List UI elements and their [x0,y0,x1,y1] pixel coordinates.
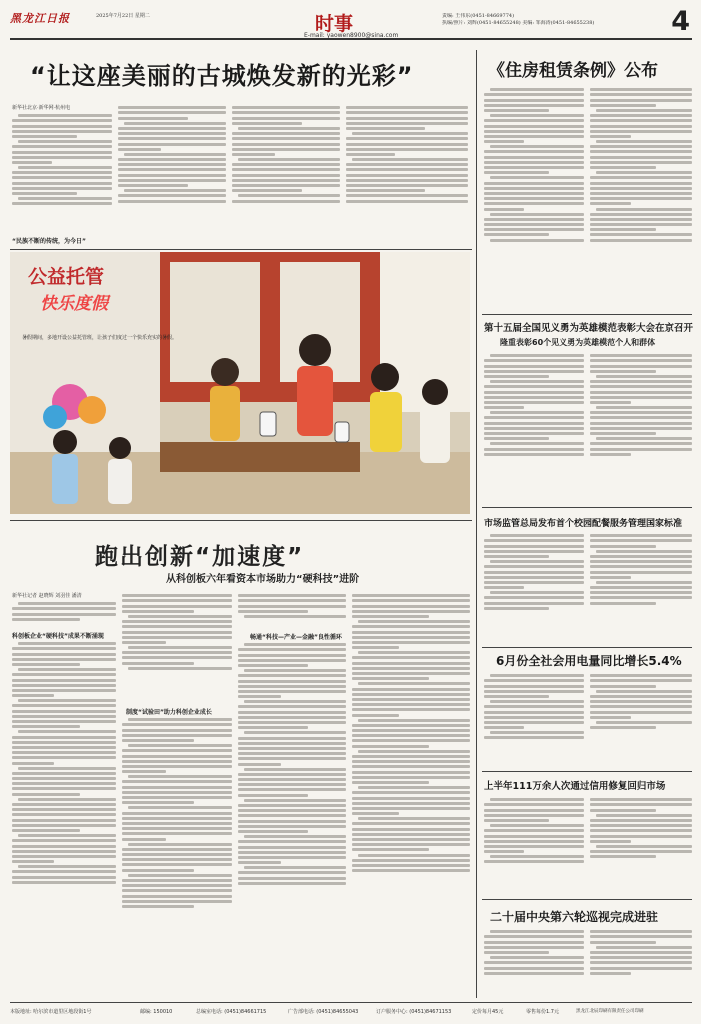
second-subhead-1: 科创板企业“硬科技”成果不断涌现 [12,633,104,640]
lead-text-col-2 [118,104,226,248]
right-story-4-headline: 6月份全社会用电量同比增长5.4% [496,654,682,668]
right-story-1-headline: 《住房租赁条例》公布 [488,61,658,81]
column-divider [476,50,477,998]
right-story-2-col-a [484,352,584,502]
section-rule [482,771,692,772]
second-text-col-2a [122,592,232,702]
lead-text-col-1 [12,112,112,248]
section-rule [482,899,692,900]
second-text-col-2b [122,716,232,996]
section-title: 时事 [315,13,354,35]
footer-printer: 黑龙江北辰印刷有限责任公司印刷 [576,1009,644,1014]
right-story-5-headline: 上半年111万余人次通过信用修复回归市场 [484,781,666,792]
section-rule [482,507,692,508]
right-story-6-col-a [484,928,584,998]
second-text-col-3b [238,641,346,996]
footer-price-copy: 零售每份1.7元 [526,1009,559,1015]
right-story-3-col-b [590,532,692,644]
lead-headline: “让这座美丽的古城焕发新的光彩” [30,62,414,90]
right-story-3-col-a [484,532,584,644]
second-text-col-1b [12,640,116,996]
right-story-4-col-a [484,672,584,768]
footer-address: 本版地址: 哈尔滨市道里区地段街1号 [10,1009,92,1015]
photo-watermark [28,262,108,314]
editor-line: 执编/照片: 刘辉(0451-84655248) 美编: 邹海涛(0451-84655238) [442,20,595,26]
right-story-1-col-b [590,86,692,310]
section-rule [10,249,472,250]
page-footer [10,1002,692,1020]
newspaper-brand: 黑龙江日报 [10,12,70,25]
right-story-2-headline: 第十五届全国见义勇为英雄模范表彰大会在京召开 [484,323,694,334]
lead-subhead: “民族不断的传统，为今日” [12,238,86,245]
masthead [10,8,692,40]
right-story-2-col-b [590,352,692,502]
footer-price-month: 定价每月45元 [472,1009,504,1015]
watermark-line-1: 公益托管 [28,266,105,288]
section-email: E-mail: yaowen8900@sina.com [304,32,399,39]
right-story-1-col-a [484,86,584,310]
editor-line: 责编: 王伟东(0451-84669774) [442,13,515,19]
editor-credits [442,13,647,27]
second-text-col-4 [352,592,470,996]
footer-distribution: 订户服务中心: (0451)84671153 [376,1009,452,1015]
issue-date: 2025年7月22日 星期二 [96,13,150,19]
page-number: 4 [671,6,690,37]
second-subheadline: 从科创板六年看资本市场助力“硬科技”进阶 [166,574,360,585]
section-rule [482,647,692,648]
footer-postcode: 邮编: 150010 [140,1009,173,1015]
right-story-2-subheadline: 隆重表彰60个见义勇为英雄模范个人和群体 [500,338,656,347]
lead-text-col-3 [232,104,340,248]
watermark-line-2: 快乐度假 [40,294,108,314]
photo-caption: 暑假期间，多地开设公益托管班，让孩子们度过一个快乐充实的暑假。 [22,335,178,341]
second-subhead-2: 制度“试验田”助力科创企业成长 [126,709,212,716]
footer-general-office: 总编室电话: (0451)84661715 [196,1009,267,1015]
section-rule [10,520,472,521]
lead-dateline: 新华社北京·新华网·杭州电 [12,105,71,111]
section-rule [482,314,692,315]
right-story-6-headline: 二十届中央第六轮巡视完成进驻 [490,910,659,924]
right-story-6-col-b [590,928,692,998]
lead-text-col-4 [346,104,468,248]
footer-advert: 广告部电话: (0451)84655043 [288,1009,359,1015]
right-story-4-col-b [590,672,692,768]
right-story-5-col-a [484,796,584,896]
second-byline: 新华社记者 赵晓辉 刘羽佳 潘清 [12,593,82,599]
right-story-5-col-b [590,796,692,896]
photo-kids-robot-class [10,252,470,514]
second-headline: 跑出创新“加速度” [95,544,305,570]
second-text-col-1a [12,600,116,630]
second-text-col-3a [238,592,346,628]
second-subhead-3: 畅通“科技—产业—金融”良性循环 [250,634,342,641]
right-story-3-headline: 市场监管总局发布首个校园配餐服务管理国家标准 [484,519,683,529]
